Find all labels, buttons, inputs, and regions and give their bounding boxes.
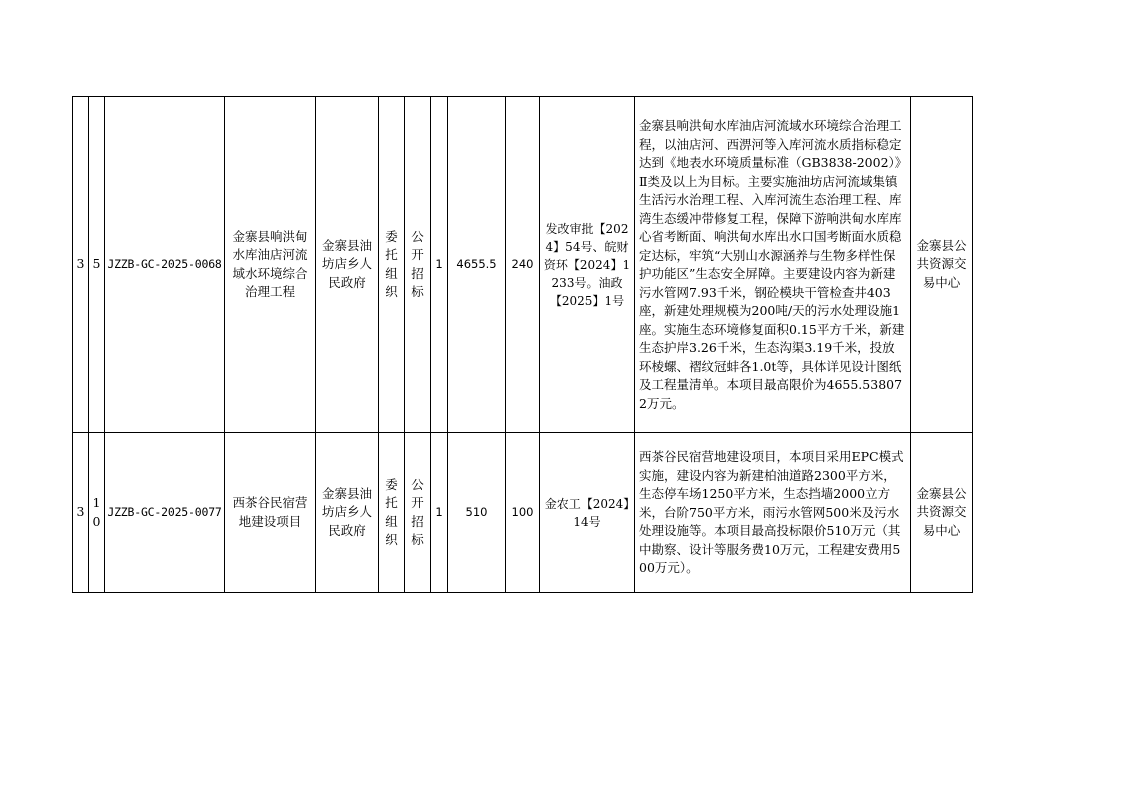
- section-count-cell: 1: [431, 433, 448, 593]
- amount-cell: 510: [448, 433, 506, 593]
- section-count-cell: 1: [431, 97, 448, 433]
- project-name-cell: 金寨县响洪甸水库油店河流域水环境综合治理工程: [225, 97, 316, 433]
- batch-cell: 3: [73, 433, 89, 593]
- project-table: [72, 96, 973, 593]
- description-cell: 金寨县响洪甸水库油店河流域水环境综合治理工程，以油店河、西淠河等入库河流水质指标稳定达到《地表水环境质量标准（GB3838-2002）》Ⅱ类及以上为目标。主要实施油坊店河流域集镇生活污水治理工程、入库河流生态治理工程、库湾生态缓冲带修复工程，保障下游响洪甸水库库心省考断面、响洪甸水库出水口国考断面水质稳定达标，牢筑“大别山水源涵养与生物多样性保护功能区”生态安全屏障。主要建设内容为新建污水管网7.93千米，钢砼模块干管检查井403座，新建处理规模为200吨/天的污水处理设施1座。实施生态环境修复面积0.15平方千米，新建生态护岸3.26千米，生态沟渠3.19千米，投放环棱螺、褶纹冠蚌各1.0t等，具体详见设计图纸及工程量清单。本项目最高限价为4655.538072万元。: [635, 97, 911, 433]
- description-cell: 西茶谷民宿营地建设项目，本项目采用EPC模式实施，建设内容为新建柏油道路2300平方米，生态停车场1250平方米，生态挡墙2000立方米，台阶750平方米，雨污水管网500米及污水处理设施等。本项目最高投标限价510万元（其中勘察、设计等服务费10万元，工程建安费用500万元）。: [635, 433, 911, 593]
- duration-cell: 100: [506, 433, 540, 593]
- project-code-cell: JZZB-GC-2025-0068: [105, 97, 225, 433]
- sequence-cell: 10: [89, 433, 105, 593]
- duration-cell: 240: [506, 97, 540, 433]
- approval-document-cell: 发改审批【2024】54号、皖财资环【2024】1233号。油政【2025】1号: [540, 97, 635, 433]
- table-row: [73, 433, 973, 593]
- owner-cell: 金寨县油坊店乡人民政府: [316, 97, 379, 433]
- venue-cell: 金寨县公共资源交易中心: [911, 97, 973, 433]
- bidding-method-cell: 公开招标: [405, 97, 431, 433]
- project-name-cell: 西茶谷民宿营地建设项目: [225, 433, 316, 593]
- organization-form-cell: 委托组织: [379, 433, 405, 593]
- batch-cell: 3: [73, 97, 89, 433]
- organization-form-cell: 委托组织: [379, 97, 405, 433]
- approval-document-cell: 金农工【2024】14号: [540, 433, 635, 593]
- table-row: [73, 97, 973, 433]
- amount-cell: 4655.5: [448, 97, 506, 433]
- bidding-method-cell: 公开招标: [405, 433, 431, 593]
- project-code-cell: JZZB-GC-2025-0077: [105, 433, 225, 593]
- venue-cell: 金寨县公共资源交易中心: [911, 433, 973, 593]
- owner-cell: 金寨县油坊店乡人民政府: [316, 433, 379, 593]
- sequence-cell: 5: [89, 97, 105, 433]
